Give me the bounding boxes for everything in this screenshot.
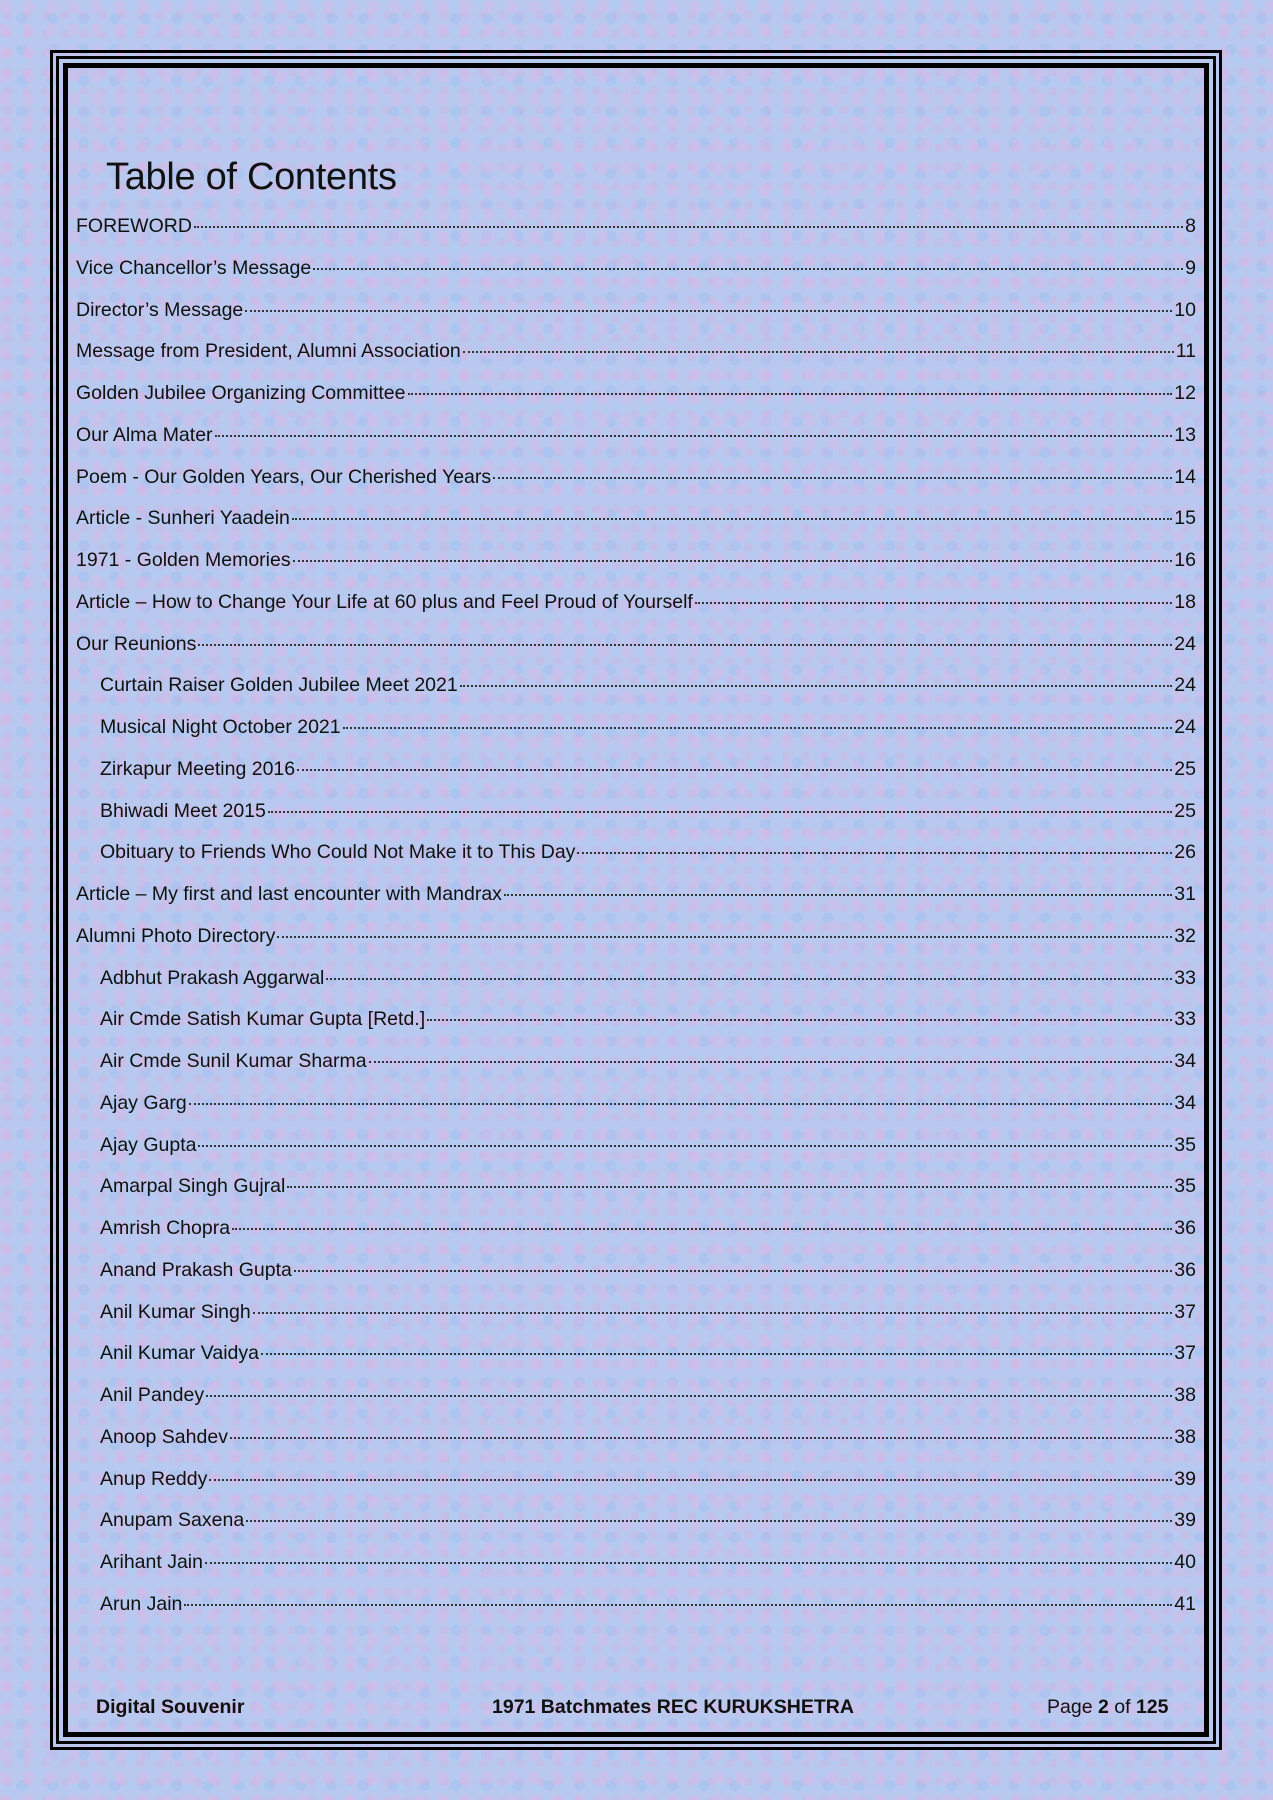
- toc-entry[interactable]: [76, 749, 1196, 791]
- toc-entry-page: 38: [1174, 1384, 1196, 1406]
- toc-entry-label: Anoop Sahdev: [100, 1425, 228, 1448]
- toc-entry-label: Anup Reddy: [100, 1467, 208, 1490]
- toc-entry-label: Obituary to Friends Who Could Not Make it to This Day: [100, 841, 576, 864]
- toc-entry-page: 12: [1174, 382, 1196, 404]
- toc-entry-page: 40: [1174, 1551, 1196, 1573]
- toc-dot-leader: [326, 978, 1172, 980]
- toc-dot-leader: [695, 602, 1172, 604]
- toc-entry-page: 39: [1174, 1467, 1196, 1490]
- toc-entry-page: 38: [1174, 1425, 1196, 1448]
- toc-entry-label: Alumni Photo Directory: [76, 924, 276, 947]
- toc-entry-page: 11: [1175, 340, 1196, 363]
- toc-entry-label: Our Alma Mater: [76, 423, 213, 446]
- toc-dot-leader: [463, 351, 1174, 353]
- footer-page-total: 125: [1135, 1696, 1169, 1718]
- toc-entry[interactable]: [76, 373, 1196, 415]
- toc-entry[interactable]: [76, 1041, 1196, 1083]
- toc-entry-label: Amarpal Singh Gujral: [100, 1175, 286, 1198]
- toc-entry[interactable]: [76, 1250, 1196, 1292]
- toc-entry[interactable]: [76, 1375, 1196, 1417]
- toc-dot-leader: [277, 936, 1172, 938]
- toc-entry[interactable]: [76, 206, 1196, 248]
- toc-dot-leader: [287, 1186, 1172, 1188]
- toc-dot-leader: [369, 1061, 1173, 1063]
- toc-entry-page: 33: [1174, 1008, 1196, 1031]
- footer-page-number: [1047, 1696, 1168, 1719]
- toc-entry-label: Vice Chancellor’s Message: [76, 256, 312, 279]
- toc-entry-label: Air Cmde Satish Kumar Gupta [Retd.]: [100, 1008, 426, 1031]
- toc-dot-leader: [198, 1145, 1172, 1147]
- toc-entry-label: Anupam Saxena: [100, 1509, 245, 1532]
- toc-entry-page: 24: [1174, 674, 1196, 697]
- toc-entry-label: Ajay Gupta: [100, 1133, 197, 1156]
- toc-entry[interactable]: [76, 457, 1196, 499]
- toc-dot-leader: [268, 811, 1172, 813]
- toc-entry-page: 35: [1174, 1175, 1196, 1198]
- toc-entry[interactable]: [76, 874, 1196, 916]
- toc-entry[interactable]: [76, 1166, 1196, 1208]
- toc-title: Table of Contents: [106, 156, 397, 198]
- toc-dot-leader: [493, 477, 1172, 479]
- footer-page-of: of: [1114, 1696, 1131, 1718]
- toc-entry[interactable]: [76, 415, 1196, 457]
- toc-entry-label: 1971 - Golden Memories: [76, 549, 291, 571]
- toc-entry-page: 18: [1174, 590, 1196, 613]
- toc-entry-label: Arihant Jain: [100, 1551, 203, 1573]
- toc-entry-label: Anil Pandey: [100, 1384, 205, 1406]
- toc-dot-leader: [343, 727, 1173, 729]
- toc-dot-leader: [230, 1437, 1172, 1439]
- toc-entry-page: 31: [1174, 883, 1196, 905]
- toc-entry-label: Director’s Message: [76, 298, 244, 321]
- toc-entry[interactable]: [76, 1292, 1196, 1334]
- toc-entry-page: 32: [1174, 924, 1196, 947]
- toc-dot-leader: [408, 393, 1173, 395]
- toc-entry-page: 24: [1174, 716, 1196, 738]
- toc-entry[interactable]: [76, 999, 1196, 1041]
- toc-entry[interactable]: [76, 1083, 1196, 1125]
- toc-dot-leader: [198, 644, 1172, 646]
- toc-entry[interactable]: [76, 290, 1196, 332]
- toc-entry-page: 33: [1174, 966, 1196, 989]
- toc-entry[interactable]: [76, 707, 1196, 749]
- toc-dot-leader: [205, 1562, 1172, 1564]
- toc-entry-label: Zirkapur Meeting 2016: [100, 757, 296, 780]
- toc-entry-page: 16: [1174, 549, 1196, 571]
- toc-dot-leader: [292, 518, 1172, 520]
- toc-entry-label: Ajay Garg: [100, 1091, 187, 1114]
- toc-entry-page: 14: [1174, 465, 1196, 488]
- toc-entry-label: Article – My first and last encounter with Mandrax: [76, 883, 502, 905]
- toc-dot-leader: [427, 1019, 1172, 1021]
- toc-entry-label: Curtain Raiser Golden Jubilee Meet 2021: [100, 674, 458, 697]
- toc-entry-page: 34: [1174, 1050, 1196, 1072]
- toc-dot-leader: [215, 435, 1173, 437]
- toc-entry-label: Article - Sunheri Yaadein: [76, 507, 290, 530]
- toc-entry[interactable]: [76, 1333, 1196, 1375]
- toc-entry-page: 35: [1174, 1133, 1196, 1156]
- toc-dot-leader: [184, 1604, 1172, 1606]
- toc-entry[interactable]: [76, 958, 1196, 1000]
- toc-entry-label: Bhiwadi Meet 2015: [100, 799, 266, 822]
- toc-dot-leader: [577, 852, 1172, 854]
- toc-entry[interactable]: [76, 540, 1196, 582]
- toc-entry-label: Message from President, Alumni Association: [76, 340, 461, 363]
- toc-entry-label: Musical Night October 2021: [100, 716, 341, 738]
- toc-entry[interactable]: [76, 331, 1196, 373]
- toc-entry-label: Anand Prakash Gupta: [100, 1258, 292, 1281]
- toc-entry-page: 37: [1174, 1342, 1196, 1365]
- toc-list: [76, 206, 1196, 1626]
- toc-entry-page: 25: [1174, 799, 1196, 822]
- toc-entry-label: Air Cmde Sunil Kumar Sharma: [100, 1050, 367, 1072]
- toc-dot-leader: [245, 310, 1172, 312]
- toc-entry-label: Anil Kumar Vaidya: [100, 1342, 259, 1365]
- toc-entry-page: 39: [1174, 1509, 1196, 1532]
- toc-entry-page: 8: [1185, 215, 1196, 237]
- toc-dot-leader: [293, 560, 1173, 562]
- toc-entry-label: Adbhut Prakash Aggarwal: [100, 966, 325, 989]
- toc-entry-label: Arun Jain: [100, 1592, 183, 1615]
- toc-entry[interactable]: [76, 498, 1196, 540]
- toc-entry-label: Poem - Our Golden Years, Our Cherished Years: [76, 465, 492, 488]
- footer-page-prefix: Page: [1047, 1696, 1093, 1718]
- toc-entry-page: 13: [1174, 423, 1196, 446]
- toc-entry[interactable]: [76, 624, 1196, 666]
- toc-entry-label: FOREWORD: [76, 215, 192, 237]
- toc-entry-page: 26: [1174, 841, 1196, 864]
- toc-entry[interactable]: [76, 1584, 1196, 1626]
- footer-left: Digital Souvenir: [96, 1696, 245, 1718]
- toc-dot-leader: [232, 1228, 1172, 1230]
- toc-entry-label: Our Reunions: [76, 632, 197, 655]
- toc-entry-page: 24: [1174, 632, 1196, 655]
- toc-entry[interactable]: [76, 582, 1196, 624]
- toc-entry-page: 25: [1174, 757, 1196, 780]
- toc-entry-label: Anil Kumar Singh: [100, 1300, 251, 1323]
- toc-dot-leader: [206, 1395, 1172, 1397]
- toc-dot-leader: [504, 894, 1172, 896]
- footer-page-current: 2: [1097, 1696, 1109, 1718]
- footer-center: 1971 Batchmates REC KURUKSHETRA: [492, 1696, 854, 1718]
- toc-entry[interactable]: [76, 248, 1196, 290]
- toc-entry[interactable]: [76, 1542, 1196, 1584]
- toc-entry[interactable]: [76, 916, 1196, 958]
- toc-entry-page: 41: [1174, 1592, 1196, 1615]
- toc-entry-label: Article – How to Change Your Life at 60 plus and Feel Proud of Yourself: [76, 590, 693, 613]
- toc-entry[interactable]: [76, 1500, 1196, 1542]
- toc-entry-label: Amrish Chopra: [100, 1217, 231, 1239]
- toc-entry-page: 36: [1174, 1217, 1196, 1239]
- toc-entry-page: 36: [1174, 1258, 1196, 1281]
- toc-dot-leader: [294, 1270, 1172, 1272]
- toc-entry-page: 37: [1174, 1300, 1196, 1323]
- toc-dot-leader: [246, 1520, 1172, 1522]
- toc-entry[interactable]: [76, 1208, 1196, 1250]
- toc-dot-leader: [261, 1353, 1172, 1355]
- toc-dot-leader: [460, 685, 1173, 687]
- toc-dot-leader: [313, 268, 1183, 270]
- toc-entry[interactable]: [76, 832, 1196, 874]
- toc-entry[interactable]: [76, 791, 1196, 833]
- toc-dot-leader: [194, 226, 1183, 228]
- toc-entry-page: 10: [1174, 298, 1196, 321]
- toc-entry-page: 15: [1174, 507, 1196, 530]
- toc-entry-page: 9: [1185, 256, 1196, 279]
- toc-entry[interactable]: [76, 1125, 1196, 1167]
- toc-entry-label: Golden Jubilee Organizing Committee: [76, 382, 406, 404]
- toc-dot-leader: [209, 1479, 1172, 1481]
- toc-entry[interactable]: [76, 1417, 1196, 1459]
- toc-dot-leader: [297, 769, 1172, 771]
- toc-entry[interactable]: [76, 1459, 1196, 1501]
- toc-dot-leader: [189, 1103, 1173, 1105]
- toc-dot-leader: [253, 1312, 1173, 1314]
- toc-entry[interactable]: [76, 665, 1196, 707]
- toc-entry-page: 34: [1174, 1091, 1196, 1114]
